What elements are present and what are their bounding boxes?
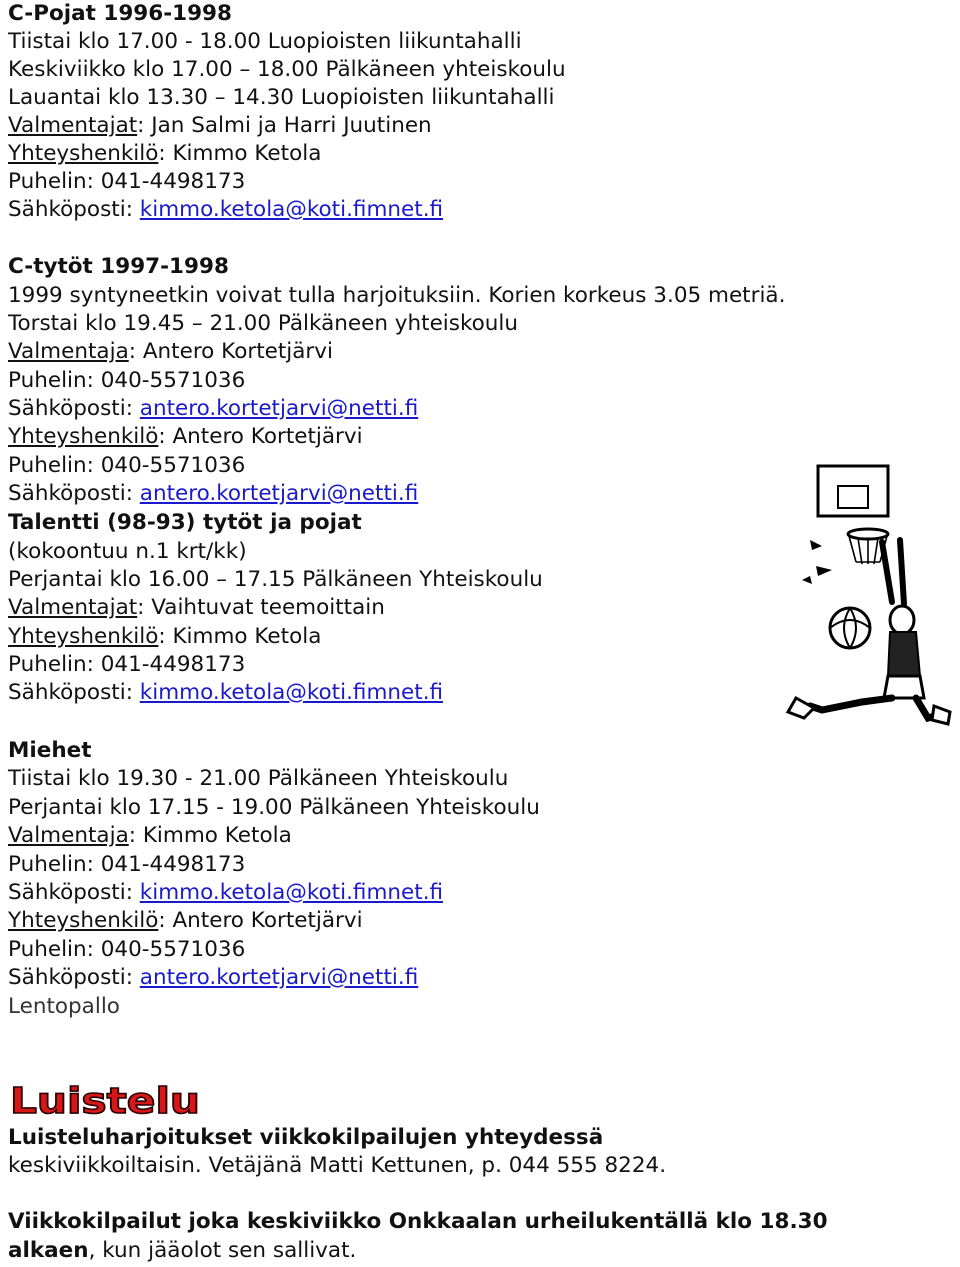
luistelu-text: keskiviikkoiltaisin. Vetäjänä Matti Kettunen, p. 044 555 8224. (8, 1153, 667, 1178)
ctytot-title: C-tytöt 1997-1998 (8, 254, 229, 279)
coach-value: : Jan Salmi ja Harri Juutinen (137, 113, 432, 138)
ctytot-schedule: Torstai klo 19.45 – 21.00 Pälkäneen yhteiskoulu (8, 311, 519, 336)
talentti-coaches (8, 594, 385, 622)
miehet-schedule-1: Tiistai klo 19.30 - 21.00 Pälkäneen Yhteiskoulu (8, 766, 509, 791)
talentti-schedule: Perjantai klo 16.00 – 17.15 Pälkäneen Yhteiskoulu (8, 567, 543, 592)
cpojat-contact (8, 140, 321, 168)
miehet-contact (8, 907, 363, 935)
miehet-phone-2: Puhelin: 040-5571036 (8, 937, 246, 962)
contact-label: Yhteyshenkilö (8, 624, 159, 649)
email-label: Sähköposti: (8, 965, 140, 990)
coach-label: Valmentajat (8, 113, 138, 138)
cpojat-schedule-1: Tiistai klo 17.00 - 18.00 Luopioisten liikuntahalli (8, 29, 522, 54)
email-label: Sähköposti: (8, 680, 140, 705)
ctytot-email-line-1 (8, 395, 418, 423)
ctytot-contact (8, 423, 363, 451)
ctytot-note: 1999 syntyneetkin voivat tulla harjoituksiin. Korien korkeus 3.05 metriä. (8, 283, 786, 308)
email-link[interactable]: kimmo.ketola@koti.fimnet.fi (139, 197, 444, 222)
contact-value: : Antero Kortetjärvi (158, 908, 363, 933)
luistelu-bold-line: Viikkokilpailut joka keskiviikko Onkkaalan urheilukentällä klo 18.30 (8, 1209, 828, 1234)
cpojat-schedule-3: Lauantai klo 13.30 – 14.30 Luopioisten liikuntahalli (8, 85, 555, 110)
talentti-phone: Puhelin: 041-4498173 (8, 652, 246, 677)
coach-label: Valmentaja (8, 339, 129, 364)
coach-label: Valmentaja (8, 823, 129, 848)
luistelu-logo (8, 1080, 204, 1120)
miehet-email-line-1 (8, 879, 443, 907)
miehet-phone-1: Puhelin: 041-4498173 (8, 852, 246, 877)
email-link[interactable]: kimmo.ketola@koti.fimnet.fi (139, 880, 444, 905)
talentti-email-line (8, 679, 443, 707)
luistelu-logo-text: Luistelu (10, 1081, 200, 1120)
luistelu-second-line (8, 1237, 356, 1265)
email-link[interactable]: antero.kortetjarvi@netti.fi (139, 396, 419, 421)
luistelu-normal-text: , kun jääolot sen sallivat. (88, 1238, 357, 1263)
talentti-contact (8, 623, 321, 651)
email-label: Sähköposti: (8, 396, 140, 421)
ctytot-phone-2: Puhelin: 040-5571036 (8, 453, 246, 478)
miehet-title: Miehet (8, 738, 92, 763)
coach-value: : Antero Kortetjärvi (128, 339, 333, 364)
ctytot-coach (8, 338, 333, 366)
miehet-email-line-2 (8, 964, 418, 992)
talentti-title: Talentti (98-93) tytöt ja pojat (8, 510, 362, 535)
miehet-coach (8, 822, 292, 850)
basketball-player-icon (752, 462, 952, 742)
email-link[interactable]: antero.kortetjarvi@netti.fi (139, 481, 419, 506)
cpojat-coaches (8, 112, 432, 140)
contact-label: Yhteyshenkilö (8, 908, 159, 933)
talentti-subtitle: (kokoontuu n.1 krt/kk) (8, 539, 247, 564)
coach-value: : Kimmo Ketola (128, 823, 292, 848)
contact-label: Yhteyshenkilö (8, 424, 159, 449)
ctytot-email-line-2 (8, 480, 418, 508)
email-label: Sähköposti: (8, 197, 140, 222)
contact-label: Yhteyshenkilö (8, 141, 159, 166)
cpojat-schedule-2: Keskiviikko klo 17.00 – 18.00 Pälkäneen yhteiskoulu (8, 57, 566, 82)
luistelu-heading: Luisteluharjoitukset viikkokilpailujen yhteydessä (8, 1125, 604, 1150)
cpojat-email-line (8, 196, 443, 224)
miehet-schedule-2: Perjantai klo 17.15 - 19.00 Pälkäneen Yhteiskoulu (8, 795, 540, 820)
contact-value: : Antero Kortetjärvi (158, 424, 363, 449)
cpojat-title: C-Pojat 1996-1998 (8, 1, 232, 26)
email-link[interactable]: antero.kortetjarvi@netti.fi (139, 965, 419, 990)
cpojat-phone: Puhelin: 041-4498173 (8, 169, 246, 194)
email-label: Sähköposti: (8, 481, 140, 506)
coach-value: : Vaihtuvat teemoittain (137, 595, 385, 620)
contact-value: : Kimmo Ketola (158, 141, 322, 166)
email-link[interactable]: kimmo.ketola@koti.fimnet.fi (139, 680, 444, 705)
lentopallo-heading: Lentopallo (8, 994, 120, 1019)
luistelu-bold-word: alkaen (8, 1238, 89, 1263)
coach-label: Valmentajat (8, 595, 138, 620)
ctytot-phone-1: Puhelin: 040-5571036 (8, 368, 246, 393)
email-label: Sähköposti: (8, 880, 140, 905)
contact-value: : Kimmo Ketola (158, 624, 322, 649)
